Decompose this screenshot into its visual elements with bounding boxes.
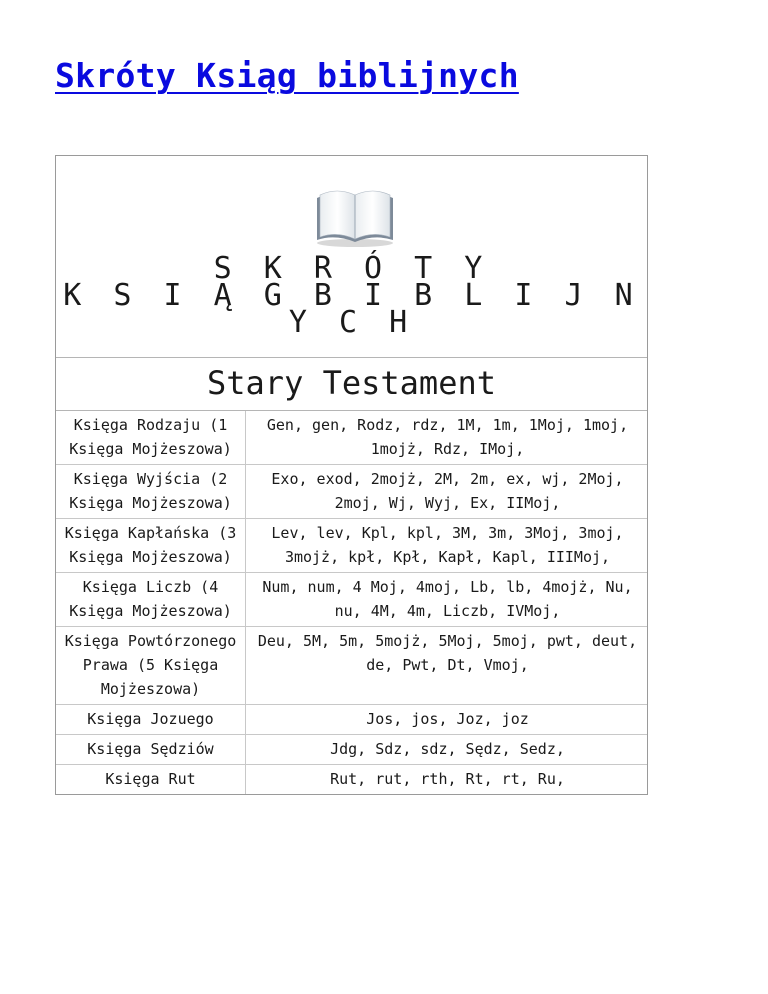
book-name: Księga Sędziów xyxy=(56,735,246,765)
books-table xyxy=(56,411,647,794)
table-header xyxy=(56,156,647,358)
book-name: Księga Wyjścia (2 Księga Mojżeszowa) xyxy=(56,465,246,519)
table-row xyxy=(56,465,647,519)
book-abbreviations: Jdg, Sdz, sdz, Sędz, Sedz, xyxy=(246,735,648,765)
table-row xyxy=(56,411,647,465)
book-abbreviations: Gen, gen, Rodz, rdz, 1M, 1m, 1Moj, 1moj, 1mojż, Rdz, IMoj, xyxy=(266,416,629,458)
table-row xyxy=(56,735,647,765)
open-book-icon xyxy=(313,184,397,248)
table-row xyxy=(56,519,647,573)
section-heading: Stary Testament xyxy=(56,358,647,411)
book-name: Księga Rodzaju (1 Księga Mojżeszowa) xyxy=(56,411,246,465)
book-name: Księga Jozuego xyxy=(56,705,246,735)
book-abbreviations: Num, num, 4 Moj, 4moj, Lb, lb, 4mojż, Nu, nu, 4M, 4m, Liczb, IVMoj, xyxy=(246,573,648,627)
book-abbreviations: Deu, 5M, 5m, 5mojż, 5Moj, 5moj, pwt, deut, de, Pwt, Dt, Vmoj, xyxy=(246,627,648,705)
book-abbreviations: Jos, jos, Joz, joz xyxy=(246,705,648,735)
page-title-link[interactable]: Skróty Ksiąg biblijnych xyxy=(55,56,519,95)
table-row xyxy=(56,573,647,627)
book-abbreviations: Lev, lev, Kpl, kpl, 3M, 3m, 3Moj, 3moj, 3mojż, kpł, Kpł, Kapł, Kapl, IIIMoj, xyxy=(246,519,648,573)
decorative-title xyxy=(56,251,647,340)
title-line-2: K S I Ą G B I B L I J N xyxy=(63,278,640,313)
title-line-3: Y C H xyxy=(288,305,415,340)
table-row xyxy=(56,627,647,705)
table-row xyxy=(56,705,647,735)
book-name: Księga Liczb (4 Księga Mojżeszowa) xyxy=(56,573,246,627)
book-abbreviations: Exo, exod, 2mojż, 2M, 2m, ex, wj, 2Moj, 2moj, Wj, Wyj, Ex, IIMoj, xyxy=(246,465,648,519)
book-name: Księga Kapłańska (3 Księga Mojżeszowa) xyxy=(56,519,246,573)
book-name: Księga Rut xyxy=(56,765,246,795)
book-name: Księga Powtórzonego Prawa (5 Księga Mojżeszowa) xyxy=(56,627,246,705)
title-line-1: S K R Ó T Y xyxy=(213,251,490,286)
abbreviations-table xyxy=(55,155,648,795)
book-abbreviations: Rut, rut, rth, Rt, rt, Ru, xyxy=(246,765,648,795)
table-row xyxy=(56,765,647,795)
